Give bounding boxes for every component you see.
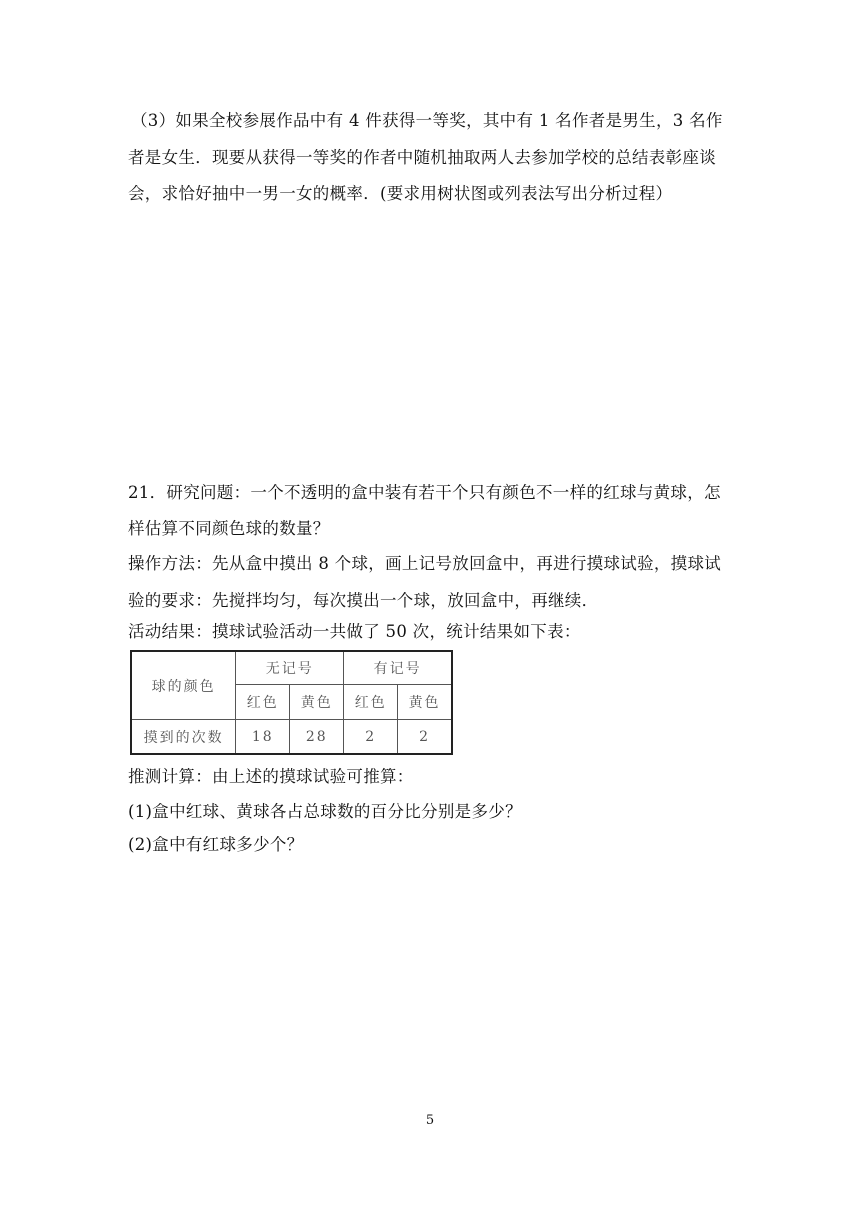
table-subheader-red: 红色 <box>344 685 398 720</box>
question21-line6: 推测计算：由上述的摸球试验可推算： <box>128 767 414 786</box>
question3-line1: （3）如果全校参展作品中有 4 件获得一等奖，其中有 1 名作者是男生，3 名作 <box>131 111 723 130</box>
table-row <box>131 651 452 685</box>
result-table <box>130 650 453 755</box>
table-header-marked: 有记号 <box>344 651 452 685</box>
question21-line4: 验的要求：先搅拌均匀，每次摸出一个球，放回盒中，再继续． <box>128 591 599 610</box>
question21-line1: 21．研究问题：一个不透明的盒中装有若干个只有颜色不一样的红球与黄球，怎 <box>128 483 721 502</box>
question21-subquestion2: (2)盒中有红球多少个？ <box>128 835 304 854</box>
table-header-color: 球的颜色 <box>131 651 236 720</box>
table-subheader-yellow: 黄色 <box>398 685 452 720</box>
page-number: 5 <box>425 1113 435 1128</box>
table-cell-marked-yellow: 2 <box>398 720 452 755</box>
table-cell-marked-red: 2 <box>344 720 398 755</box>
table-row-label-count: 摸到的次数 <box>131 720 236 755</box>
question3-line3: 会，求恰好抽中一男一女的概率．(要求用树状图或列表法写出分析过程） <box>128 184 673 203</box>
question3-line2: 者是女生．现要从获得一等奖的作者中随机抽取两人去参加学校的总结表彰座谈 <box>128 148 716 167</box>
question21-line3: 操作方法：先从盒中摸出 8 个球，画上记号放回盒中，再进行摸球试验，摸球试 <box>128 554 722 573</box>
table-header-unmarked: 无记号 <box>236 651 344 685</box>
question21-subquestion1: (1)盒中红球、黄球各占总球数的百分比分别是多少？ <box>128 802 522 821</box>
table-row <box>131 720 452 755</box>
question21-line5: 活动结果：摸球试验活动一共做了 50 次，统计结果如下表： <box>128 622 581 641</box>
question21-line2: 样估算不同颜色球的数量？ <box>128 519 330 538</box>
table-cell-unmarked-yellow: 28 <box>290 720 344 755</box>
table-subheader-red: 红色 <box>236 685 290 720</box>
table-cell-unmarked-red: 18 <box>236 720 290 755</box>
table-subheader-yellow: 黄色 <box>290 685 344 720</box>
